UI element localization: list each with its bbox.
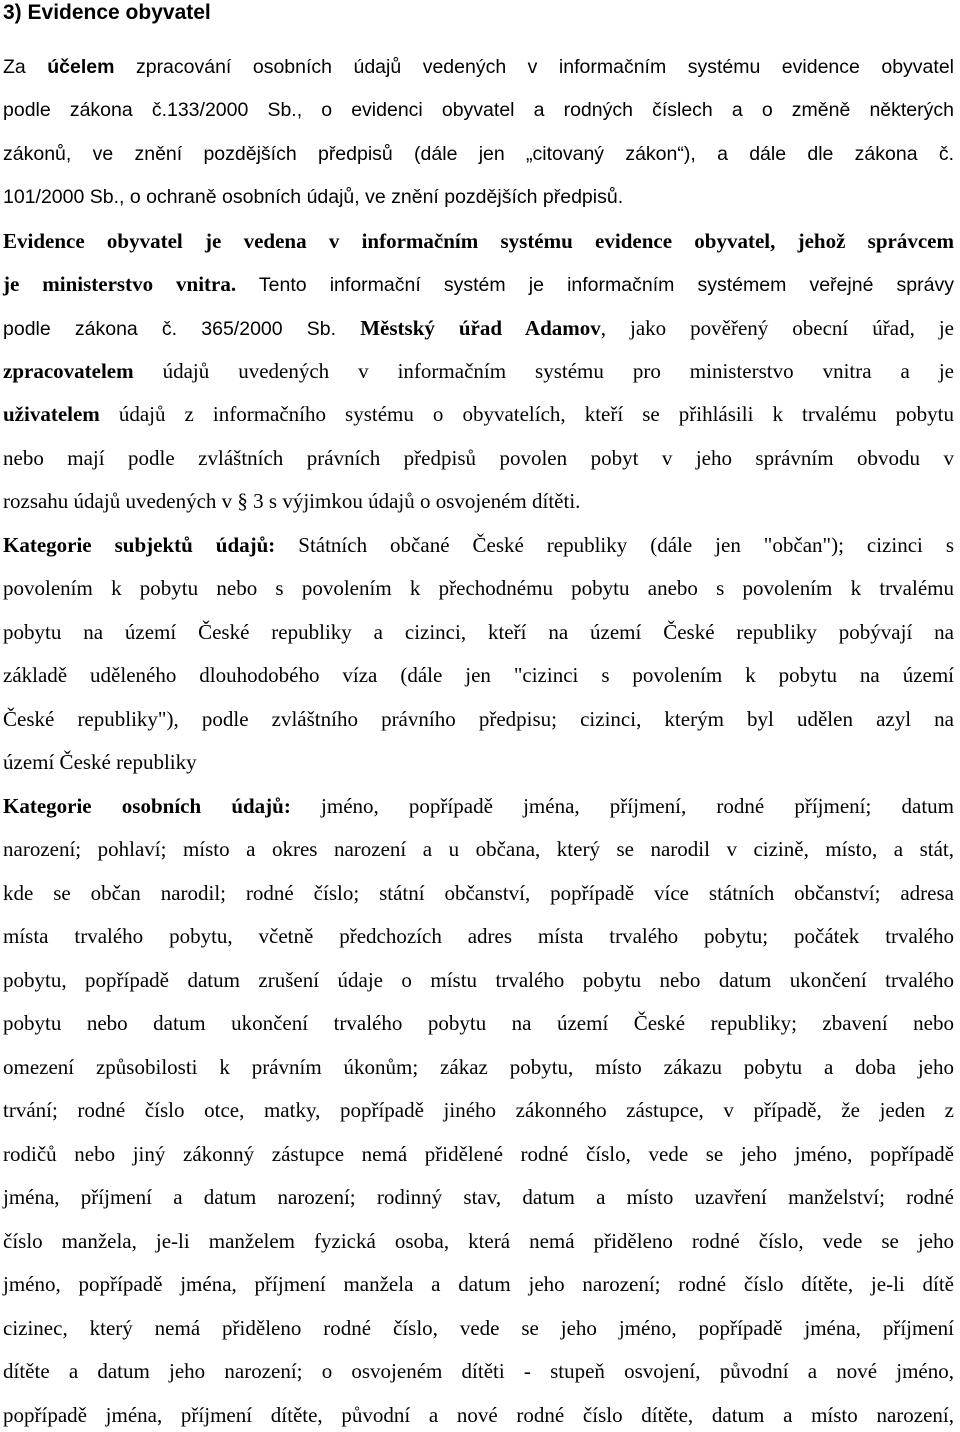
paragraph-personal-data-line: popřípadě jména, příjmení dítěte, původní a nové rodné číslo dítěte, datum a místo narození, bbox=[3, 1403, 954, 1427]
paragraph-evidence-line: nebo mají podle zvláštních právních předpisů povolen pobyt v jeho správním obvodu v bbox=[3, 446, 954, 470]
emphasis-purpose: účelem bbox=[47, 56, 115, 78]
emphasis-user: uživatelem bbox=[3, 402, 100, 426]
paragraph-evidence-line: rozsahu údajů uvedených v § 3 s výjimkou údajů o osvojeném dítěti. bbox=[3, 489, 581, 513]
paragraph-intro-line: zákonů, ve znění pozdějších předpisů (dále jen „citovaný zákon“), a dále dle zákona č. bbox=[3, 143, 954, 165]
paragraph-personal-data-line: číslo manžela, je-li manželem fyzická osoba, která nemá přiděleno rodné číslo, vede se jeho bbox=[3, 1229, 954, 1253]
paragraph-subjects-line: povolením k pobytu nebo s povolením k přechodnému pobytu anebo s povolením k trvalému bbox=[3, 576, 954, 600]
paragraph-evidence-line: Evidence obyvatel je vedena v informačním systému evidence obyvatel, jehož správcem bbox=[3, 229, 954, 253]
paragraph-personal-data-line: jméno, popřípadě jména, příjmení manžela a datum jeho narození; rodné číslo dítěte, je-li dítě bbox=[3, 1272, 954, 1296]
emphasis-ministry: je ministerstvo vnitra. bbox=[3, 272, 237, 296]
paragraph-evidence-line: zpracovatelem údajů uvedených v informačním systému pro ministerstvo vnitra a je bbox=[3, 359, 954, 383]
paragraph-personal-data-line: kde se občan narodil; rodné číslo; státní občanství, popřípadě více státních občanství; adresa bbox=[3, 881, 954, 905]
paragraph-personal-data-line: rodičů nebo jiný zákonný zástupce nemá přidělené rodné číslo, vede se jeho jméno, popřípadě bbox=[3, 1142, 954, 1166]
paragraph-subjects-line: pobytu na území České republiky a cizinci, kteří na území České republiky pobývají na bbox=[3, 620, 954, 644]
paragraph-personal-data-line: pobytu, popřípadě datum zrušení údaje o místu trvalého pobytu nebo datum ukončení trvalého bbox=[3, 968, 954, 992]
paragraph-personal-data-line: dítěte a datum jeho narození; o osvojeném dítěti - stupeň osvojení, původní a nové jméno, bbox=[3, 1359, 954, 1383]
paragraph-personal-data-line: omezení způsobilosti k právním úkonům; zákaz pobytu, místo zákazu pobytu a doba jeho bbox=[3, 1055, 954, 1079]
paragraph-evidence-line: podle zákona č. 365/2000 Sb. Městský úřad Adamov, jako pověřený obecní úřad, je bbox=[3, 316, 954, 340]
paragraph-intro-line: Za účelem zpracování osobních údajů vedených v informačním systému evidence obyvatel bbox=[3, 56, 954, 78]
paragraph-personal-data-line: narození; pohlaví; místo a okres narození a u občana, který se narodil v cizině, místo, a stát, bbox=[3, 837, 954, 861]
paragraph-personal-data-line: místa trvalého pobytu, včetně předchozích adres místa trvalého pobytu; počátek trvalého bbox=[3, 924, 954, 948]
paragraph-intro-line: podle zákona č.133/2000 Sb., o evidenci obyvatel a rodných číslech a o změně některých bbox=[3, 99, 954, 121]
emphasis-office-name: Městský úřad Adamov bbox=[360, 316, 601, 340]
label-data-subjects: Kategorie subjektů údajů: bbox=[3, 533, 276, 557]
paragraph-personal-data-line: jména, příjmení a datum narození; rodinný stav, datum a místo uzavření manželství; rodné bbox=[3, 1185, 954, 1209]
paragraph-personal-data-line: cizinec, který nemá přiděleno rodné číslo, vede se jeho jméno, popřípadě jména, příjmení bbox=[3, 1316, 954, 1340]
paragraph-intro-line: 101/2000 Sb., o ochraně osobních údajů, ve znění pozdějších předpisů. bbox=[3, 186, 624, 208]
paragraph-subjects-line: Kategorie subjektů údajů: Státních občané České republiky (dále jen "občan"); cizinci s bbox=[3, 533, 954, 557]
paragraph-personal-data-line: trvání; rodné číslo otce, matky, popřípadě jiného zákonného zástupce, v případě, že jeden z bbox=[3, 1098, 954, 1122]
paragraph-subjects-line: základě uděleného dlouhodobého víza (dále jen "cizinci s povolením k pobytu na území bbox=[3, 663, 954, 687]
paragraph-subjects-line: České republiky"), podle zvláštního právního předpisu; cizinci, kterým byl udělen azyl na bbox=[3, 707, 954, 731]
emphasis-processor: zpracovatelem bbox=[3, 359, 134, 383]
paragraph-personal-data-line: Kategorie osobních údajů: jméno, popřípadě jména, příjmení, rodné příjmení; datum bbox=[3, 794, 954, 818]
paragraph-subjects-line: území České republiky bbox=[3, 750, 197, 774]
label-personal-data-categories: Kategorie osobních údajů: bbox=[3, 794, 291, 818]
paragraph-evidence-line: uživatelem údajů z informačního systému o obyvatelích, kteří se přihlásili k trvalému pobytu bbox=[3, 402, 954, 426]
paragraph-personal-data-line: pobytu nebo datum ukončení trvalého pobytu na území České republiky; zbavení nebo bbox=[3, 1011, 954, 1035]
section-heading: 3) Evidence obyvatel bbox=[3, 1, 211, 24]
paragraph-evidence-line: je ministerstvo vnitra. Tento informační systém je informačním systémem veřejné správy bbox=[3, 272, 954, 296]
